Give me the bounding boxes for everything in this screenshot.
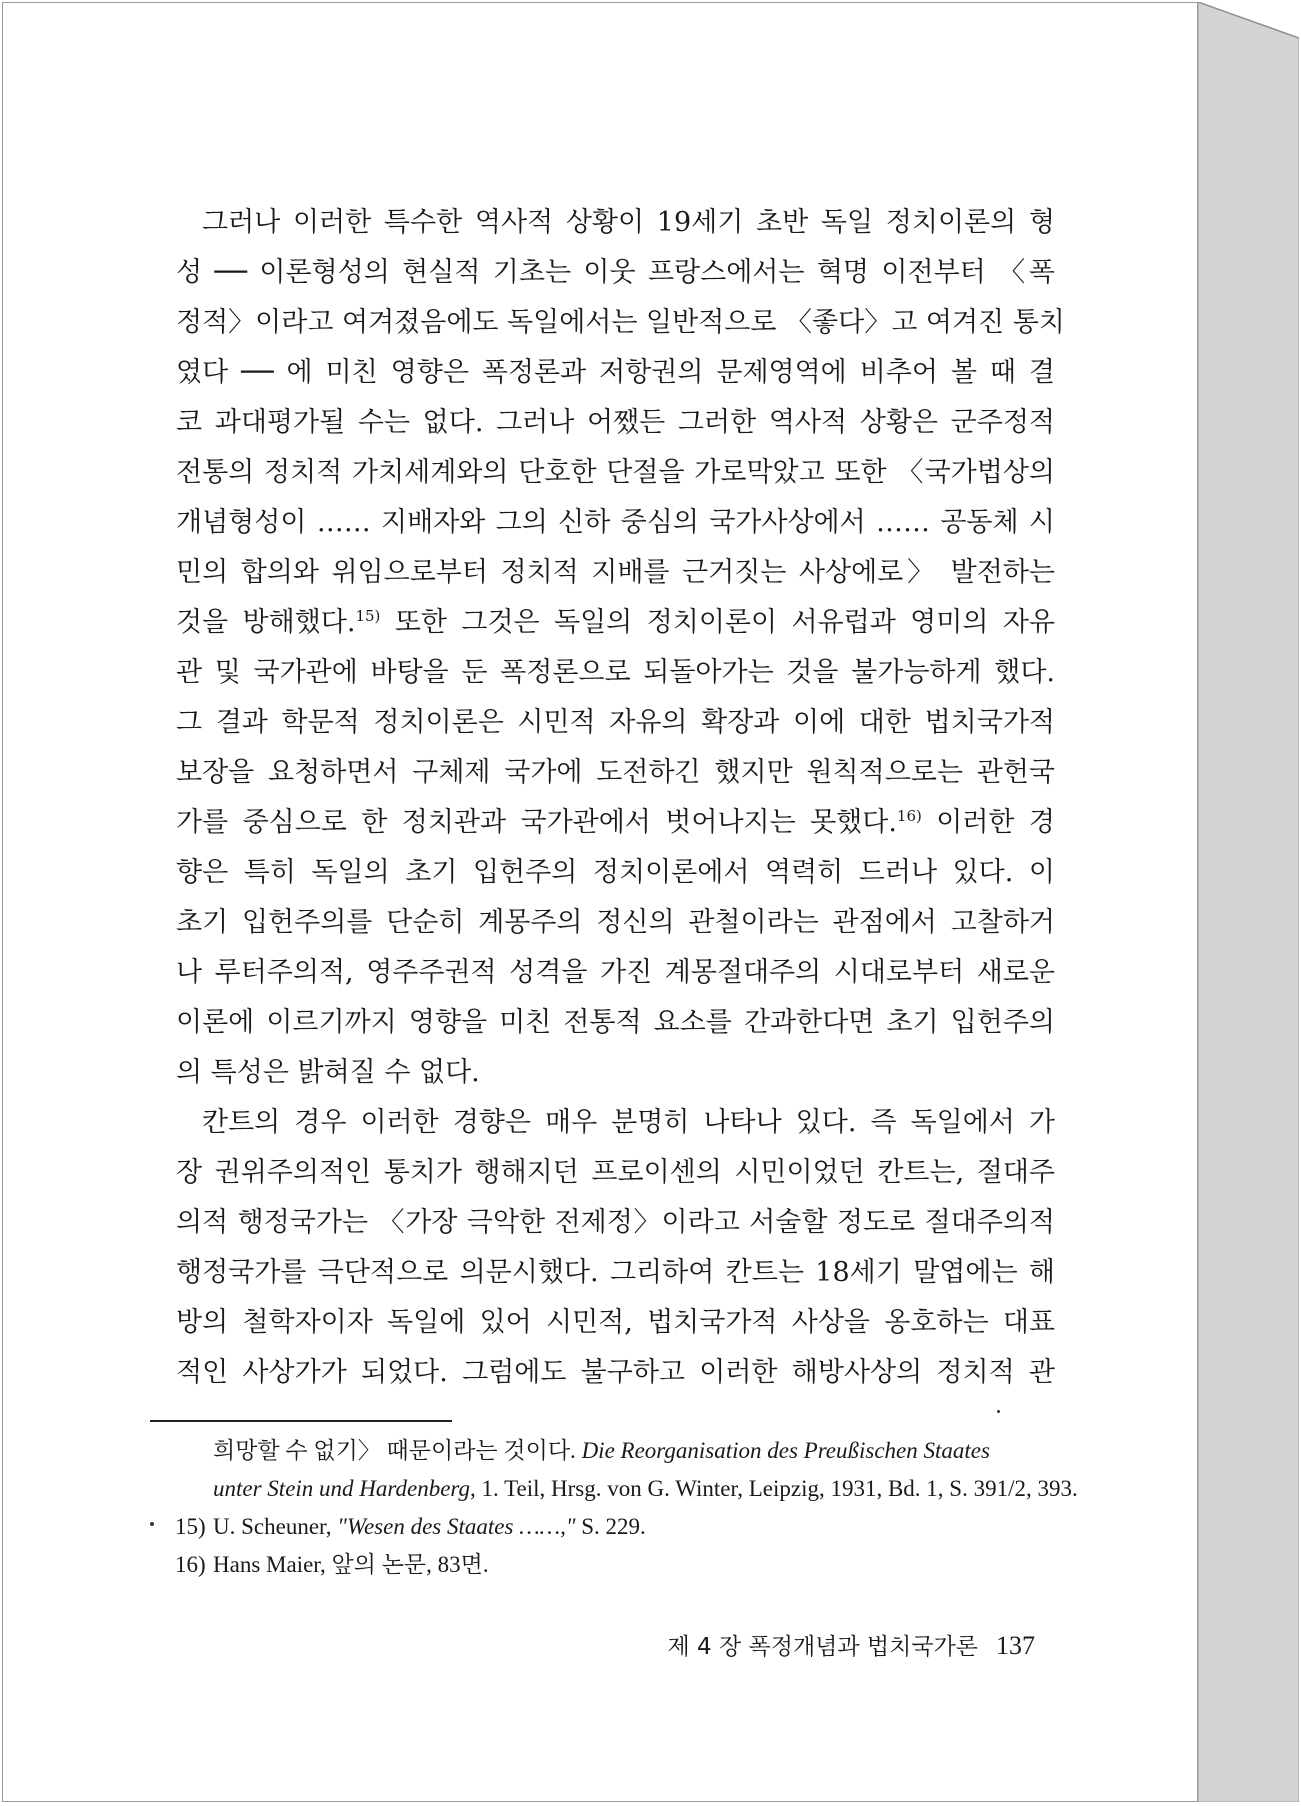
footnote-15 (175, 1508, 1055, 1546)
text-line: 성 ── 이론형성의 현실적 기초는 이웃 프랑스에서는 혁명 이전부터 〈폭 (176, 257, 1055, 288)
main-text (150, 198, 1065, 1398)
text-line: 그러나 이러한 특수한 역사적 상황이 19세기 초반 독일 정치이론의 형 (202, 207, 1055, 238)
scan-speck (997, 1410, 1000, 1413)
footnote-number: 16) (175, 1552, 206, 1577)
text-line: 정적〉이라고 여겨졌음에도 독일에서는 일반적으로 〈좋다〉고 여겨진 통치 (176, 307, 1065, 338)
text-line: 개념형성이 …… 지배자와 그의 신하 중심의 국가사상에서 …… 공동체 시 (176, 507, 1055, 538)
text-line: 의 특성은 밝혀질 수 없다. (176, 1057, 480, 1088)
text-segment: 것을 방해했다. (176, 607, 356, 638)
text-line (150, 798, 1055, 848)
text-segment: S. 229. (575, 1514, 646, 1539)
text-line: 의적 행정국가는 〈가장 극악한 전제정〉이라고 서술할 정도로 절대주의적 (176, 1207, 1055, 1238)
text-line: 민의 합의와 위임으로부터 정치적 지배를 근거짓는 사상에로〉 발전하는 (176, 557, 1055, 588)
text-line: 칸트의 경우 이러한 경향은 매우 분명히 나타나 있다. 즉 독일에서 가 (202, 1107, 1055, 1138)
text-segment: 희망할 수 없기〉 때문이라는 것이다. (213, 1438, 582, 1463)
text-segment: 이러한 경 (921, 807, 1055, 838)
footnote-continuation (175, 1470, 1078, 1508)
text-line: 그 결과 학문적 정치이론은 시민적 자유의 확장과 이에 대한 법치국가적 (176, 707, 1055, 738)
book-page-edges (1198, 2, 1299, 1802)
page-number: 137 (996, 1631, 1035, 1660)
book-thickness-graphic (1198, 2, 1299, 1802)
text-line: 코 과대평가될 수는 없다. 그러나 어쨌든 그러한 역사적 상황은 군주정적 (176, 407, 1055, 438)
text-segment: 가를 중심으로 한 정치관과 국가관에서 벗어나지는 못했다. (176, 807, 897, 838)
running-footer (668, 1628, 1036, 1661)
text-line: 전통의 정치적 가치세계와의 단호한 단절을 가로막았고 또한 〈국가법상의 (176, 457, 1055, 488)
text-segment: Hans Maier, 앞의 논문, 83면. (213, 1552, 489, 1577)
paragraph-1 (150, 198, 1065, 1098)
text-line (150, 598, 1055, 648)
text-line: 보장을 요청하면서 구체제 국가에 도전하긴 했지만 원칙적으로는 관헌국 (176, 757, 1055, 788)
footnote-ref-16: 16) (896, 807, 922, 825)
chapter-title: 제 4 장 폭정개념과 법치국가론 (667, 1634, 978, 1660)
text-line: 방의 철학자이자 독일에 있어 시민적, 법치국가적 사상을 옹호하는 대표 (176, 1307, 1055, 1338)
footnote-continuation (175, 1432, 1055, 1470)
scan-speck (150, 1522, 154, 1526)
paragraph-2 (150, 1098, 1055, 1398)
book-title: unter Stein und Hardenberg (213, 1476, 471, 1501)
footnotes (175, 1432, 1078, 1584)
text-segment: 또한 그것은 독일의 정치이론이 서유럽과 영미의 자유 (380, 607, 1055, 638)
text-line: 향은 특히 독일의 초기 입헌주의 정치이론에서 역력히 드러나 있다. 이 (176, 857, 1055, 888)
text-segment: U. Scheuner, (213, 1514, 338, 1539)
book-title: Die Reorganisation des Preußischen Staates (581, 1438, 990, 1463)
text-line: 나 루터주의적, 영주주권적 성격을 가진 계몽절대주의 시대로부터 새로운 (176, 957, 1055, 988)
footnote-separator (150, 1420, 452, 1422)
text-line: 행정국가를 극단적으로 의문시했다. 그리하여 칸트는 18세기 말엽에는 해 (176, 1257, 1055, 1288)
text-line: 였다 ── 에 미친 영향은 폭정론과 저항권의 문제영역에 비추어 볼 때 결 (176, 357, 1055, 388)
text-line: 초기 입헌주의를 단순히 계몽주의 정신의 관철이라는 관점에서 고찰하거 (176, 907, 1055, 938)
article-title: "Wesen des Staates ……," (337, 1514, 576, 1539)
text-line: 이론에 이르기까지 영향을 미친 전통적 요소를 간과한다면 초기 입헌주의 (176, 1007, 1055, 1038)
text-segment: , 1. Teil, Hrsg. von G. Winter, Leipzig, 1931, Bd. 1, S. 391/2, 393. (470, 1476, 1078, 1501)
footnote-16 (175, 1546, 1055, 1584)
footnote-number: 15) (175, 1514, 206, 1539)
text-line: 관 및 국가관에 바탕을 둔 폭정론으로 되돌아가는 것을 불가능하게 했다. (176, 657, 1055, 688)
text-line: 적인 사상가가 되었다. 그럼에도 불구하고 이러한 해방사상의 정치적 관 (176, 1357, 1055, 1388)
text-line: 장 권위주의적인 통치가 행해지던 프로이센의 시민이었던 칸트는, 절대주 (176, 1157, 1055, 1188)
footnote-ref-15: 15) (355, 607, 381, 625)
